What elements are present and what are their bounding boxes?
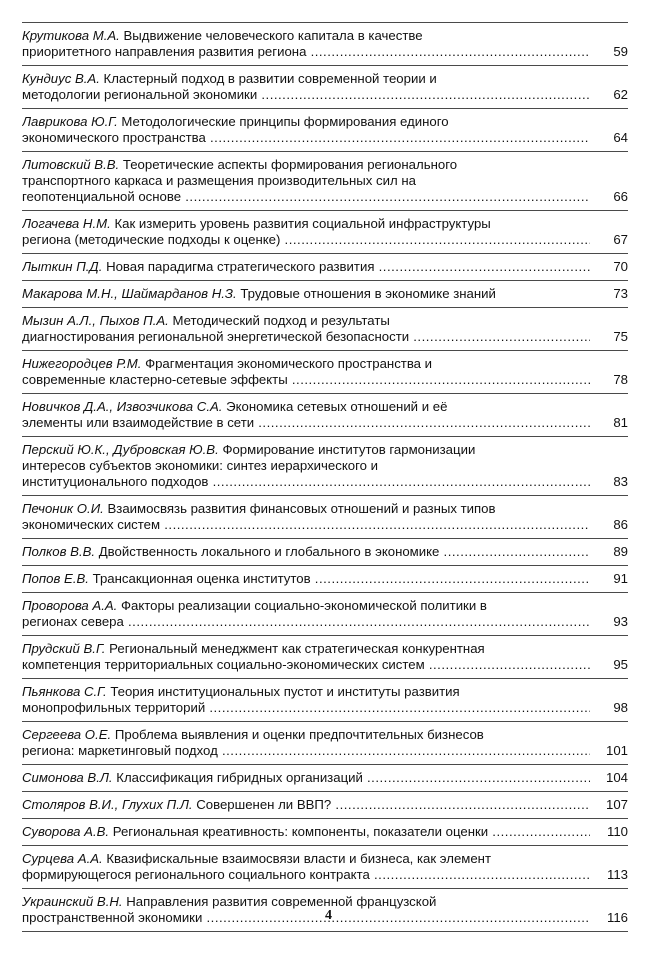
toc-entry-text: [22, 399, 590, 431]
toc-entry-title: региона (методические подходы к оценке): [22, 232, 281, 247]
toc-entry-page: 104: [605, 770, 628, 785]
toc-entry-line: [22, 797, 590, 813]
toc-entry-title: Методологические принципы формирования единого: [121, 114, 449, 129]
toc-entry: [22, 846, 628, 889]
toc-entry-author: Сергеева О.Е.: [22, 727, 112, 742]
toc-entry-title: Классификация гибридных организаций: [116, 770, 363, 785]
toc-entry-line: [22, 44, 590, 60]
toc-entry-author: Мызин А.Л., Пыхов П.А.: [22, 313, 169, 328]
toc-entry-author: Столяров В.И., Глухих П.Л.: [22, 797, 193, 812]
toc-entry-title: Квазифискальные взаимосвязи власти и бизнеса, как элемент: [106, 851, 492, 866]
toc-entry-title: Как измерить уровень развития социальной инфраструктуры: [114, 216, 491, 231]
toc-entry-line: [22, 372, 590, 388]
toc-entry-title: Выдвижение человеческого капитала в качестве: [123, 28, 423, 43]
toc-entry-line: [22, 114, 590, 130]
toc-entry-line: [22, 87, 590, 103]
toc-entry-line: [22, 851, 590, 867]
toc-entry-line: [22, 474, 590, 490]
toc-entry-author: Проворова А.А.: [22, 598, 118, 613]
toc-entry-line: [22, 700, 590, 716]
toc-entry-line: [22, 313, 590, 329]
toc-entry-line: [22, 286, 590, 302]
toc-entry-line: [22, 657, 590, 673]
toc-entry-line: [22, 157, 590, 173]
toc-entry-line: [22, 501, 590, 517]
toc-entry-page: 59: [613, 44, 628, 59]
toc-entry: [22, 66, 628, 109]
toc-entry-author: Суворова А.В.: [22, 824, 110, 839]
toc-entry-line: [22, 189, 590, 205]
toc-entry-title: Факторы реализации социально-экономической политики в: [121, 598, 487, 613]
toc-entry-title: Теория институциональных пустот и институты развития: [110, 684, 460, 699]
toc-entry-title: современные кластерно-сетевые эффекты: [22, 372, 288, 387]
toc-entry-page: 62: [613, 87, 628, 102]
toc-entry-line: [22, 415, 590, 431]
toc-entry-title: Методический подход и результаты: [172, 313, 390, 328]
toc-entry-text: [22, 684, 590, 716]
toc-entry-author: Макарова М.Н., Шаймарданов Н.З.: [22, 286, 237, 301]
toc-entry-author: Нижегородцев Р.М.: [22, 356, 142, 371]
toc-entry-line: [22, 259, 590, 275]
toc-entry-page: 73: [613, 286, 628, 301]
toc-entry-author: Печоник О.И.: [22, 501, 104, 516]
toc-entry-page: 110: [606, 824, 628, 839]
toc-entry-page: 86: [613, 517, 628, 532]
toc-entry: [22, 496, 628, 539]
toc-entry-page: 64: [613, 130, 628, 145]
toc-entry-text: [22, 356, 590, 388]
toc-entry: [22, 566, 628, 593]
toc-entry-author: Симонова В.Л.: [22, 770, 113, 785]
toc-entry-text: [22, 442, 590, 490]
toc-entry: [22, 819, 628, 846]
toc-entry-line: [22, 614, 590, 630]
toc-entry-author: Пьянкова С.Г.: [22, 684, 107, 699]
toc-entry-author: Новичков Д.А., Извозчикова С.А.: [22, 399, 223, 414]
toc-entry-text: [22, 824, 590, 840]
toc-entry-title: Направления развития современной французской: [126, 894, 437, 909]
toc-entry-title: интересов субъектов экономики: синтез иерархического и: [22, 458, 378, 473]
toc-entry-page: 91: [613, 571, 628, 586]
toc-entry-line: [22, 598, 590, 614]
toc-entry: [22, 593, 628, 636]
toc-entry-text: [22, 259, 590, 275]
toc-entry-page: 107: [605, 797, 628, 812]
toc-entry-title: методологии региональной экономики: [22, 87, 258, 102]
toc-entry: [22, 281, 628, 308]
toc-entry-line: [22, 867, 590, 883]
toc-entry: [22, 211, 628, 254]
toc-entry-title: Экономика сетевых отношений и её: [226, 399, 448, 414]
toc-entry: [22, 254, 628, 281]
toc-entry-text: [22, 114, 590, 146]
toc-entry-title: экономического пространства: [22, 130, 206, 145]
toc-entry-title: Фрагментация экономического пространства и: [145, 356, 433, 371]
toc-entry-page: 67: [613, 232, 628, 247]
toc-entry-line: [22, 727, 590, 743]
toc-entry-line: [22, 329, 590, 345]
toc-entry-line: [22, 232, 590, 248]
toc-entry-line: [22, 173, 590, 189]
toc-entry-author: Кундиус В.А.: [22, 71, 100, 86]
toc-entry-title: транспортного каркаса и размещения производительных сил на: [22, 173, 416, 188]
toc-entry-text: [22, 770, 590, 786]
toc-entry-title: монопрофильных территорий: [22, 700, 206, 715]
toc-entry-page: 101: [605, 743, 628, 758]
toc-entry-line: [22, 684, 590, 700]
toc-entry: [22, 679, 628, 722]
toc-entry-title: диагностирования региональной энергетической безопасности: [22, 329, 410, 344]
toc-entry-author: Попов Е.В.: [22, 571, 89, 586]
toc-entry-page: 95: [613, 657, 628, 672]
toc-entry-title: Взаимосвязь развития финансовых отношений и разных типов: [107, 501, 496, 516]
toc-entry-text: [22, 28, 590, 60]
toc-entry-author: Логачева Н.М.: [22, 216, 111, 231]
toc-entry-title: Совершенен ли ВВП?: [196, 797, 332, 812]
toc-entry-line: [22, 641, 590, 657]
toc-entry-line: [22, 770, 590, 786]
toc-entry-title: региона: маркетинговый подход: [22, 743, 218, 758]
toc-entry-title: Трудовые отношения в экономике знаний: [240, 286, 496, 301]
toc-entry-title: Проблема выявления и оценки предпочтительных бизнесов: [114, 727, 484, 742]
toc-entry-page: 93: [613, 614, 628, 629]
toc-entry-line: [22, 442, 590, 458]
toc-entry-title: Теоретические аспекты формирования регионального: [122, 157, 458, 172]
toc-entry: [22, 792, 628, 819]
toc-entry-author: Украинский В.Н.: [22, 894, 123, 909]
toc-entry-page: 83: [613, 474, 628, 489]
toc-entry-text: [22, 641, 590, 673]
toc-entry-title: Региональная креативность: компоненты, показатели оценки: [112, 824, 489, 839]
page-number: 4: [325, 908, 332, 923]
toc-entry-line: [22, 544, 590, 560]
toc-entry-title: Новая парадигма стратегического развития: [106, 259, 375, 274]
toc-entry: [22, 22, 628, 66]
toc-entry-line: [22, 824, 590, 840]
toc-entry: [22, 437, 628, 496]
toc-entry-title: Региональный менеджмент как стратегическая конкурентная: [109, 641, 485, 656]
toc-entry-line: [22, 130, 590, 146]
toc-entry-line: [22, 743, 590, 759]
toc-entry: [22, 636, 628, 679]
toc-entry: [22, 109, 628, 152]
toc-entry-title: компетенция территориальных социально-экономических систем: [22, 657, 425, 672]
toc-entry: [22, 351, 628, 394]
toc-entry-text: [22, 501, 590, 533]
toc-entry-line: [22, 399, 590, 415]
toc-entry-title: институционального подходов: [22, 474, 209, 489]
toc-entry-page: 70: [613, 259, 628, 274]
toc-entry-text: [22, 71, 590, 103]
toc-entry-text: [22, 571, 590, 587]
table-of-contents: [22, 22, 628, 932]
toc-entry-line: [22, 517, 590, 533]
toc-entry-text: [22, 544, 590, 560]
toc-entry-line: [22, 356, 590, 372]
toc-entry-title: геопотенциальной основе: [22, 189, 182, 204]
toc-entry-line: [22, 458, 590, 474]
toc-entry-title: формирующегося регионального социального контракта: [22, 867, 370, 882]
toc-entry-text: [22, 313, 590, 345]
toc-entry-page: 81: [613, 415, 628, 430]
toc-entry-line: [22, 216, 590, 232]
toc-entry-author: Перский Ю.К., Дубровская Ю.В.: [22, 442, 219, 457]
toc-entry-page: 78: [613, 372, 628, 387]
toc-entry-title: экономических систем: [22, 517, 161, 532]
toc-entry: [22, 765, 628, 792]
toc-entry-line: [22, 571, 590, 587]
toc-entry-line: [22, 71, 590, 87]
toc-entry-text: [22, 157, 590, 205]
toc-entry-text: [22, 727, 590, 759]
toc-entry-text: [22, 851, 590, 883]
toc-entry-title: Трансакционная оценка институтов: [92, 571, 311, 586]
toc-entry-page: 113: [606, 867, 628, 882]
toc-entry-author: Лыткин П.Д.: [22, 259, 103, 274]
toc-entry-title: пространственной экономики: [22, 910, 203, 925]
toc-entry-author: Крутикова М.А.: [22, 28, 120, 43]
toc-entry-page: 75: [613, 329, 628, 344]
toc-entry-page: 89: [613, 544, 628, 559]
toc-entry-text: [22, 598, 590, 630]
toc-entry-page: 66: [613, 189, 628, 204]
toc-entry: [22, 308, 628, 351]
toc-entry-author: Прудский В.Г.: [22, 641, 106, 656]
toc-entry-title: Кластерный подход в развитии современной теории и: [103, 71, 437, 86]
toc-entry-title: элементы или взаимодействие в сети: [22, 415, 255, 430]
toc-entry-author: Лаврикова Ю.Г.: [22, 114, 118, 129]
toc-entry: [22, 539, 628, 566]
toc-entry-page: 98: [613, 700, 628, 715]
toc-entry-page: 116: [606, 910, 628, 925]
toc-entry: [22, 722, 628, 765]
toc-entry-author: Литовский В.В.: [22, 157, 120, 172]
toc-entry: [22, 152, 628, 211]
toc-entry-author: Сурцева А.А.: [22, 851, 103, 866]
toc-entry-author: Полков В.В.: [22, 544, 96, 559]
toc-entry-text: [22, 286, 590, 302]
toc-entry-title: Формирование институтов гармонизации: [222, 442, 476, 457]
toc-entry-text: [22, 797, 590, 813]
toc-entry-title: регионах севера: [22, 614, 124, 629]
toc-entry-title: приоритетного направления развития региона: [22, 44, 307, 59]
toc-entry: [22, 394, 628, 437]
toc-entry-title: Двойственность локального и глобального в экономике: [98, 544, 440, 559]
toc-entry-line: [22, 28, 590, 44]
toc-entry-text: [22, 216, 590, 248]
